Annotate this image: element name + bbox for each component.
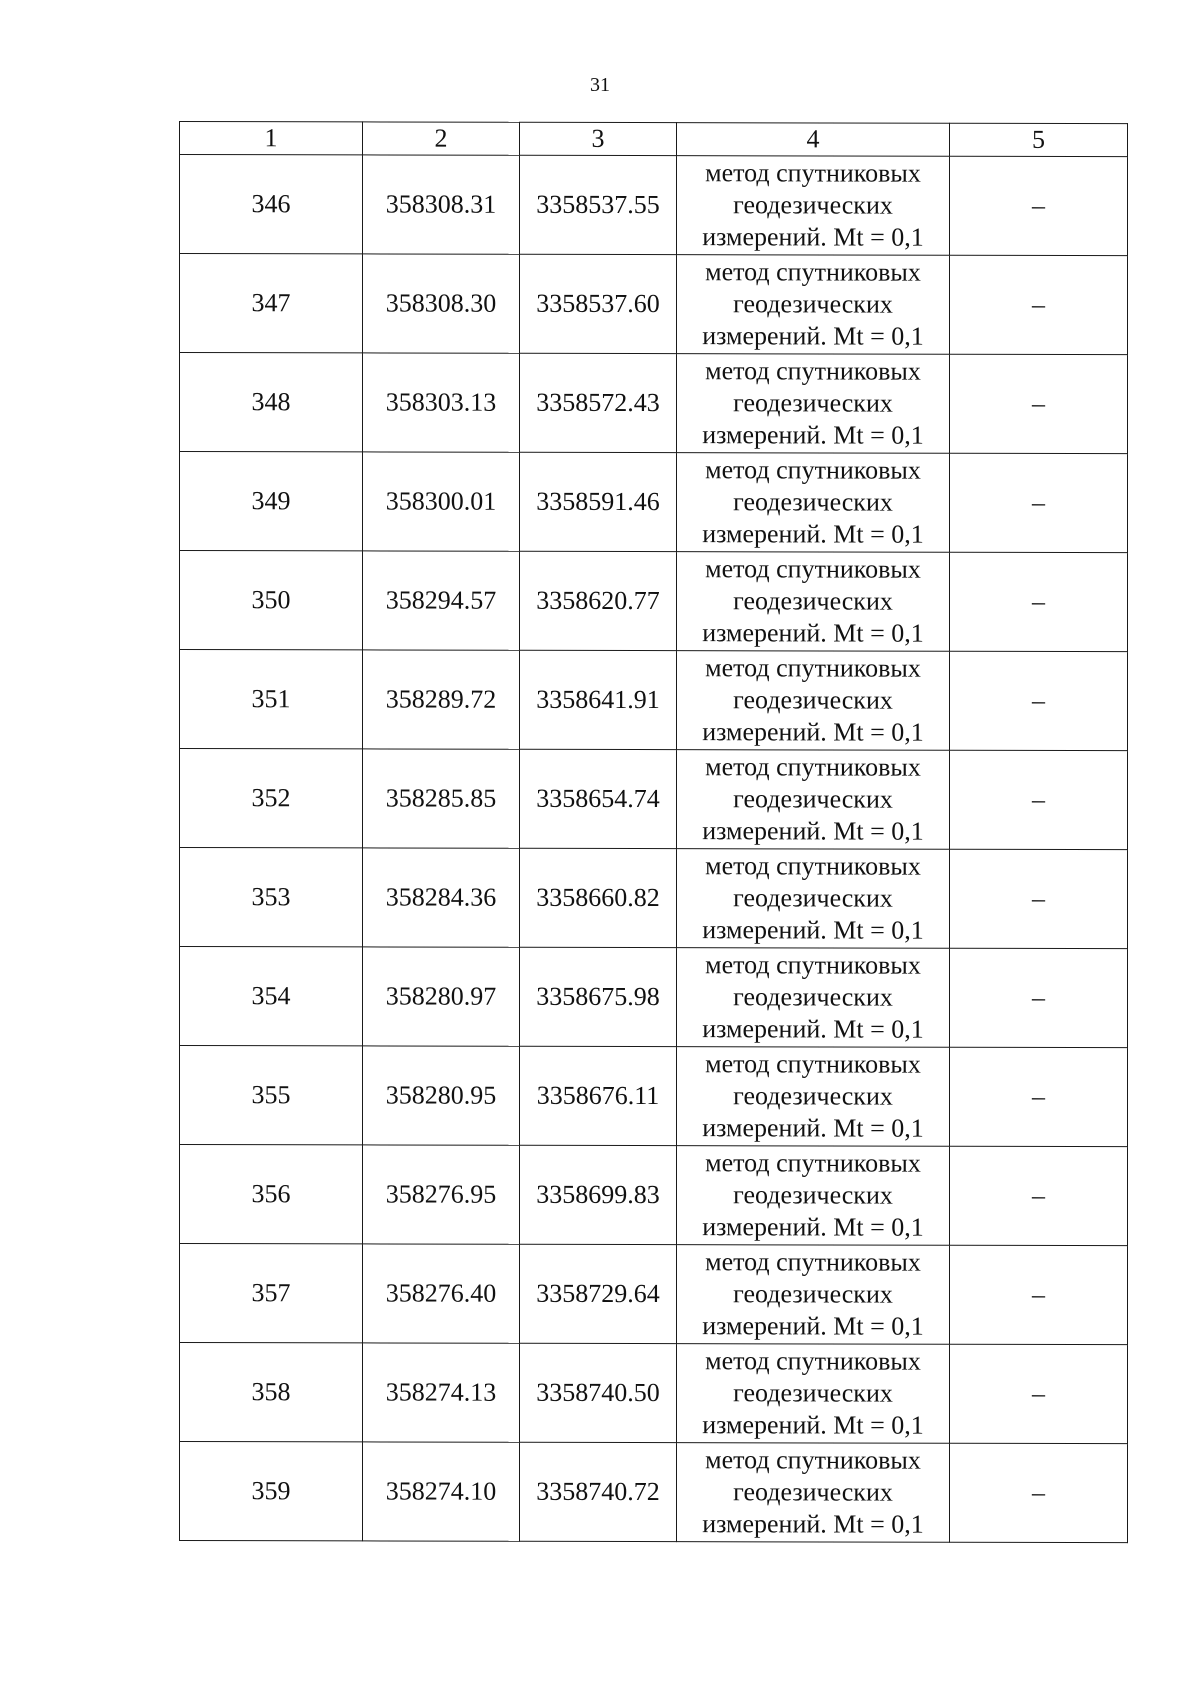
point-number-cell: 358: [180, 1343, 363, 1442]
method-line: метод спутниковых: [705, 356, 921, 386]
point-number-cell: 350: [180, 551, 363, 650]
method-cell: [677, 156, 950, 256]
method-line: геодезических: [733, 685, 893, 715]
note-cell: –: [950, 948, 1128, 1047]
note-cell: –: [950, 1245, 1128, 1344]
method-line: измерений. Mt = 0,1: [702, 816, 924, 846]
method-line: измерений. Mt = 0,1: [702, 519, 924, 549]
table-header-row: [180, 122, 1128, 157]
method-line: метод спутниковых: [705, 257, 921, 287]
method-line: измерений. Mt = 0,1: [702, 1410, 924, 1440]
table-row: [180, 155, 1128, 256]
x-coordinate-cell: 358284.36: [363, 848, 520, 947]
note-cell: –: [950, 354, 1128, 453]
point-number-cell: 355: [180, 1046, 363, 1145]
method-line: метод спутниковых: [705, 158, 921, 188]
note-cell: –: [950, 552, 1128, 651]
x-coordinate-cell: 358285.85: [363, 749, 520, 848]
method-cell: [677, 651, 950, 751]
method-cell: [677, 354, 950, 454]
method-line: метод спутниковых: [705, 455, 921, 485]
x-coordinate-cell: 358276.95: [363, 1145, 520, 1244]
method-line: геодезических: [733, 1180, 893, 1210]
column-header-1: 1: [180, 122, 363, 155]
table-body: [180, 122, 1128, 1543]
note-cell: –: [950, 1344, 1128, 1443]
y-coordinate-cell: 3358675.98: [520, 947, 677, 1046]
x-coordinate-cell: 358276.40: [363, 1244, 520, 1343]
method-line: метод спутниковых: [705, 1247, 921, 1277]
x-coordinate-cell: 358274.13: [363, 1343, 520, 1442]
method-cell: [677, 948, 950, 1048]
method-line: измерений. Mt = 0,1: [702, 321, 924, 351]
method-line: измерений. Mt = 0,1: [702, 1509, 924, 1539]
y-coordinate-cell: 3358740.50: [520, 1343, 677, 1442]
table-row: [180, 1145, 1128, 1246]
x-coordinate-cell: 358289.72: [363, 650, 520, 749]
method-cell: [677, 849, 950, 949]
method-cell: [677, 1245, 950, 1345]
y-coordinate-cell: 3358676.11: [520, 1046, 677, 1145]
table-row: [180, 947, 1128, 1048]
x-coordinate-cell: 358274.10: [363, 1442, 520, 1541]
note-cell: –: [950, 849, 1128, 948]
method-line: метод спутниковых: [705, 554, 921, 584]
x-coordinate-cell: 358300.01: [363, 452, 520, 551]
method-line: метод спутниковых: [705, 1346, 921, 1376]
method-line: геодезических: [733, 883, 893, 913]
column-header-4: 4: [677, 123, 950, 157]
coordinates-table: [179, 121, 1128, 1543]
y-coordinate-cell: 3358729.64: [520, 1244, 677, 1343]
method-cell: [677, 1443, 950, 1543]
method-line: геодезических: [733, 190, 893, 220]
method-line: метод спутниковых: [705, 752, 921, 782]
method-cell: [677, 453, 950, 553]
y-coordinate-cell: 3358660.82: [520, 848, 677, 947]
point-number-cell: 354: [180, 947, 363, 1046]
note-cell: –: [950, 1443, 1128, 1542]
method-line: геодезических: [733, 784, 893, 814]
column-header-3: 3: [520, 122, 677, 155]
table-row: [180, 1442, 1128, 1543]
note-cell: –: [950, 1047, 1128, 1146]
method-line: метод спутниковых: [705, 1049, 921, 1079]
method-line: геодезических: [733, 289, 893, 319]
point-number-cell: 349: [180, 452, 363, 551]
method-line: метод спутниковых: [705, 950, 921, 980]
y-coordinate-cell: 3358537.55: [520, 155, 677, 254]
page-number: 31: [590, 74, 610, 96]
method-line: геодезических: [733, 1279, 893, 1309]
method-cell: [677, 1047, 950, 1147]
y-coordinate-cell: 3358591.46: [520, 452, 677, 551]
y-coordinate-cell: 3358641.91: [520, 650, 677, 749]
y-coordinate-cell: 3358654.74: [520, 749, 677, 848]
table-row: [180, 749, 1128, 850]
point-number-cell: 352: [180, 749, 363, 848]
note-cell: –: [950, 1146, 1128, 1245]
point-number-cell: 347: [180, 254, 363, 353]
point-number-cell: 348: [180, 353, 363, 452]
x-coordinate-cell: 358308.30: [363, 254, 520, 353]
table-row: [180, 353, 1128, 454]
method-line: измерений. Mt = 0,1: [702, 1311, 924, 1341]
method-line: геодезических: [733, 1378, 893, 1408]
table-row: [180, 254, 1128, 355]
method-line: измерений. Mt = 0,1: [702, 1014, 924, 1044]
x-coordinate-cell: 358280.97: [363, 947, 520, 1046]
x-coordinate-cell: 358303.13: [363, 353, 520, 452]
method-cell: [677, 1146, 950, 1246]
note-cell: –: [950, 651, 1128, 750]
method-line: геодезических: [733, 388, 893, 418]
point-number-cell: 351: [180, 650, 363, 749]
y-coordinate-cell: 3358620.77: [520, 551, 677, 650]
point-number-cell: 356: [180, 1145, 363, 1244]
table-row: [180, 452, 1128, 553]
table-row: [180, 848, 1128, 949]
method-line: измерений. Mt = 0,1: [702, 618, 924, 648]
method-line: измерений. Mt = 0,1: [702, 420, 924, 450]
table-row: [180, 1046, 1128, 1147]
y-coordinate-cell: 3358740.72: [520, 1442, 677, 1541]
note-cell: –: [950, 453, 1128, 552]
method-line: геодезических: [733, 1081, 893, 1111]
note-cell: –: [950, 255, 1128, 354]
x-coordinate-cell: 358280.95: [363, 1046, 520, 1145]
table-row: [180, 1244, 1128, 1345]
method-line: измерений. Mt = 0,1: [702, 717, 924, 747]
method-cell: [677, 552, 950, 652]
method-cell: [677, 255, 950, 355]
method-line: геодезических: [733, 982, 893, 1012]
point-number-cell: 357: [180, 1244, 363, 1343]
y-coordinate-cell: 3358699.83: [520, 1145, 677, 1244]
point-number-cell: 353: [180, 848, 363, 947]
column-header-5: 5: [950, 123, 1128, 156]
table-row: [180, 650, 1128, 751]
method-line: измерений. Mt = 0,1: [702, 915, 924, 945]
method-line: метод спутниковых: [705, 851, 921, 881]
column-header-2: 2: [363, 122, 520, 155]
method-line: измерений. Mt = 0,1: [702, 1113, 924, 1143]
method-line: геодезических: [733, 586, 893, 616]
y-coordinate-cell: 3358572.43: [520, 353, 677, 452]
method-cell: [677, 1344, 950, 1444]
method-line: геодезических: [733, 487, 893, 517]
note-cell: –: [950, 750, 1128, 849]
x-coordinate-cell: 358294.57: [363, 551, 520, 650]
method-cell: [677, 750, 950, 850]
table-row: [180, 1343, 1128, 1444]
method-line: геодезических: [733, 1477, 893, 1507]
y-coordinate-cell: 3358537.60: [520, 254, 677, 353]
method-line: метод спутниковых: [705, 1148, 921, 1178]
method-line: измерений. Mt = 0,1: [702, 222, 924, 252]
table-row: [180, 551, 1128, 652]
note-cell: –: [950, 156, 1128, 255]
method-line: метод спутниковых: [705, 653, 921, 683]
x-coordinate-cell: 358308.31: [363, 155, 520, 254]
point-number-cell: 346: [180, 155, 363, 254]
method-line: измерений. Mt = 0,1: [702, 1212, 924, 1242]
method-line: метод спутниковых: [705, 1445, 921, 1475]
point-number-cell: 359: [180, 1442, 363, 1541]
